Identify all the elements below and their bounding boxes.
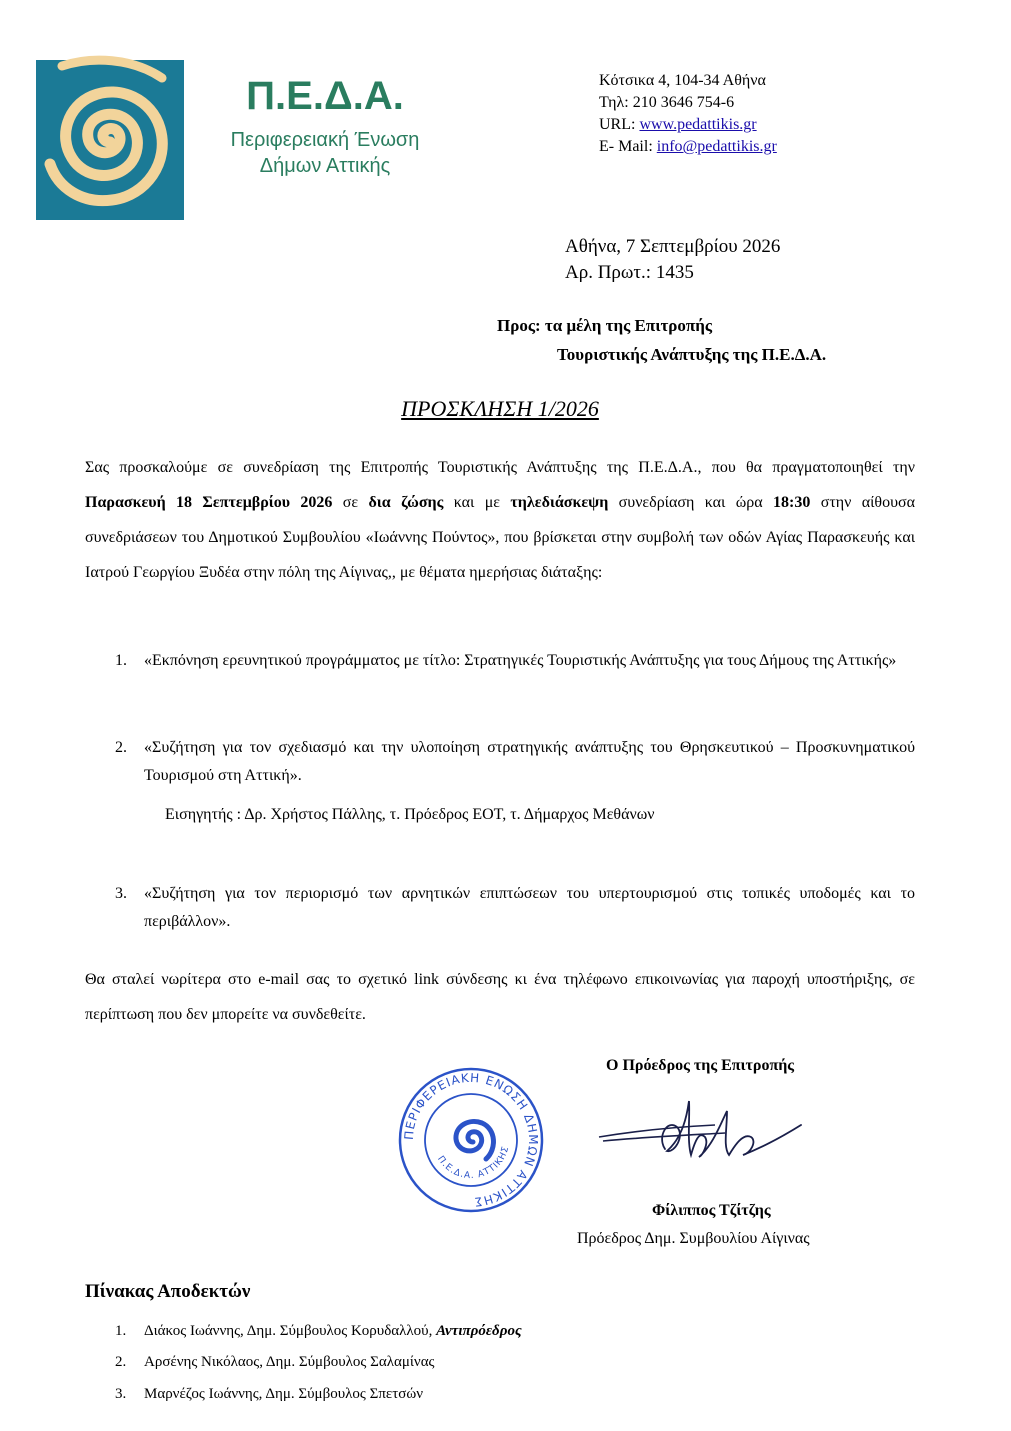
- signatory-name: Φίλιππος Τζίτζης: [652, 1202, 771, 1219]
- agenda-number: 3.: [115, 885, 127, 902]
- org-subtitle-line1: Περιφερειακή Ένωση: [230, 129, 420, 151]
- recipient-text: Μαρνέζος Ιωάννης, Δημ. Σύμβουλος Σπετσών: [144, 1386, 423, 1402]
- agenda-number: 2.: [115, 739, 127, 756]
- intro-text-5: στην αίθουσα συνεδριάσεων του Δημοτικού Συμβουλίου «Ιωάννης Πούντος», που βρίσκεται στην συμβολή των οδών Αγίας Παρασκευής και Ιατρού Γεωργίου Ξυδέα στην πόλη της Αίγινας,, με θέματα ημερήσιας διάταξης:: [85, 494, 916, 581]
- agenda-text: «Εκπόνηση ερευνητικού προγράμματος με τίτλο: Στρατηγικές Τουριστικής Ανάπτυξης για τους Δήμους της Αττικής»: [144, 652, 897, 669]
- recipients-title: Πίνακας Αποδεκτών: [85, 1281, 251, 1302]
- contact-url-label: URL:: [599, 116, 636, 133]
- contact-url-line: [599, 114, 777, 136]
- contact-address: Κότσικα 4, 104-34 Αθήνα: [599, 72, 766, 89]
- in-person-label: δια ζώσης: [368, 494, 444, 511]
- recipient-number: 2.: [115, 1354, 127, 1370]
- recipient-number: 3.: [115, 1386, 127, 1402]
- org-title: Π.Ε.Δ.Α.: [246, 74, 404, 118]
- intro-text-1: Σας προσκαλούμε σε συνεδρίαση της Επιτροπής Τουριστικής Ανάπτυξης της Π.Ε.Δ.Α., που θα πραγματοποιηθεί την: [85, 459, 915, 476]
- date-block: [565, 234, 780, 286]
- email-link[interactable]: info@pedattikis.gr: [656, 138, 777, 155]
- invitation-heading: ΠΡΟΣΚΛΗΣΗ 1/2026: [401, 396, 599, 421]
- agenda-text: «Συζήτηση για τον σχεδιασμό και την υλοποίηση στρατηγικής ανάπτυξης του Θρησκευτικού – Προσκυνηματικού Τουρισμού στη Αττική».: [144, 739, 915, 784]
- signatory-title: Ο Πρόεδρος της Επιτροπής: [606, 1057, 795, 1074]
- intro-text-4: συνεδρίαση και ώρα: [608, 494, 773, 511]
- stamp-inner-text: Π.Ε.Δ.Α. ΑΤΤΙΚΗΣ: [435, 1144, 512, 1182]
- intro-text-2: σε: [332, 494, 369, 511]
- signatory-role: Πρόεδρος Δημ. Συμβουλίου Αίγινας: [577, 1230, 810, 1247]
- list-item: [115, 1352, 915, 1372]
- handwritten-signature-icon: [595, 1097, 805, 1172]
- contact-phone: Τηλ: 210 3646 754-6: [599, 94, 735, 111]
- rapporteur-line: Εισηγητής : Δρ. Χρήστος Πάλλης, τ. Πρόεδρος ΕΟΤ, τ. Δήμαρχος Μεθάνων: [165, 806, 655, 823]
- list-item: [115, 1384, 915, 1404]
- recipient-line1: Προς: τα μέλη της Επιτροπής: [497, 316, 713, 335]
- website-link[interactable]: www.pedattikis.gr: [639, 116, 757, 133]
- agenda-item: [115, 734, 915, 790]
- agenda-item: [115, 880, 915, 936]
- teleconference-label: τηλεδιάσκεψη: [510, 494, 609, 511]
- official-stamp-icon: [397, 1066, 545, 1214]
- intro-paragraph: [85, 450, 915, 590]
- closing-paragraph: Θα σταλεί νωρίτερα στο e-mail σας το σχετικό link σύνδεσης κι ένα τηλέφωνο επικοινωνίας για παροχή υποστήριξης, σε περίπτωση που δεν μπορείτε να συνδεθείτε.: [85, 971, 915, 1023]
- agenda-item: [115, 647, 915, 675]
- recipient-text: Διάκος Ιωάννης, Δημ. Σύμβουλος Κορυδαλλού,: [144, 1323, 437, 1339]
- date-line: Αθήνα, 7 Σεπτεμβρίου 2026: [565, 236, 781, 257]
- meeting-time: 18:30: [773, 494, 811, 511]
- recipient-text: Αρσένης Νικόλαος, Δημ. Σύμβουλος Σαλαμίνας: [144, 1354, 435, 1370]
- recipient-number: 1.: [115, 1323, 127, 1339]
- org-subtitle-line2: Δήμων Αττικής: [259, 155, 391, 177]
- contact-block: [599, 70, 777, 158]
- stamp-outer-text: ΠΕΡΙΦΕΡΕΙΑΚΗ ΕΝΩΣΗ ΔΗΜΩΝ ΑΤΤΙΚΗΣ: [401, 1070, 541, 1210]
- recipient-role: Αντιπρόεδρος: [436, 1323, 522, 1339]
- intro-text-3: και με: [443, 494, 511, 511]
- contact-email-line: [599, 136, 777, 158]
- agenda-text: «Συζήτηση για τον περιορισμό των αρνητικών επιπτώσεων του υπερτουρισμού στις τοπικές υποδομές και το περιβάλλον».: [144, 885, 915, 930]
- agenda-number: 1.: [115, 652, 127, 669]
- org-subtitle: [190, 127, 460, 179]
- protocol-line: Αρ. Πρωτ.: 1435: [565, 262, 694, 283]
- recipient-line2: Τουριστικής Ανάπτυξης της Π.Ε.Δ.Α.: [557, 345, 827, 364]
- list-item: [115, 1321, 915, 1341]
- contact-email-label: E- Mail:: [599, 138, 653, 155]
- meeting-date: Παρασκευή 18 Σεπτεμβρίου 2026: [85, 494, 333, 511]
- spiral-logo-icon: [22, 50, 187, 230]
